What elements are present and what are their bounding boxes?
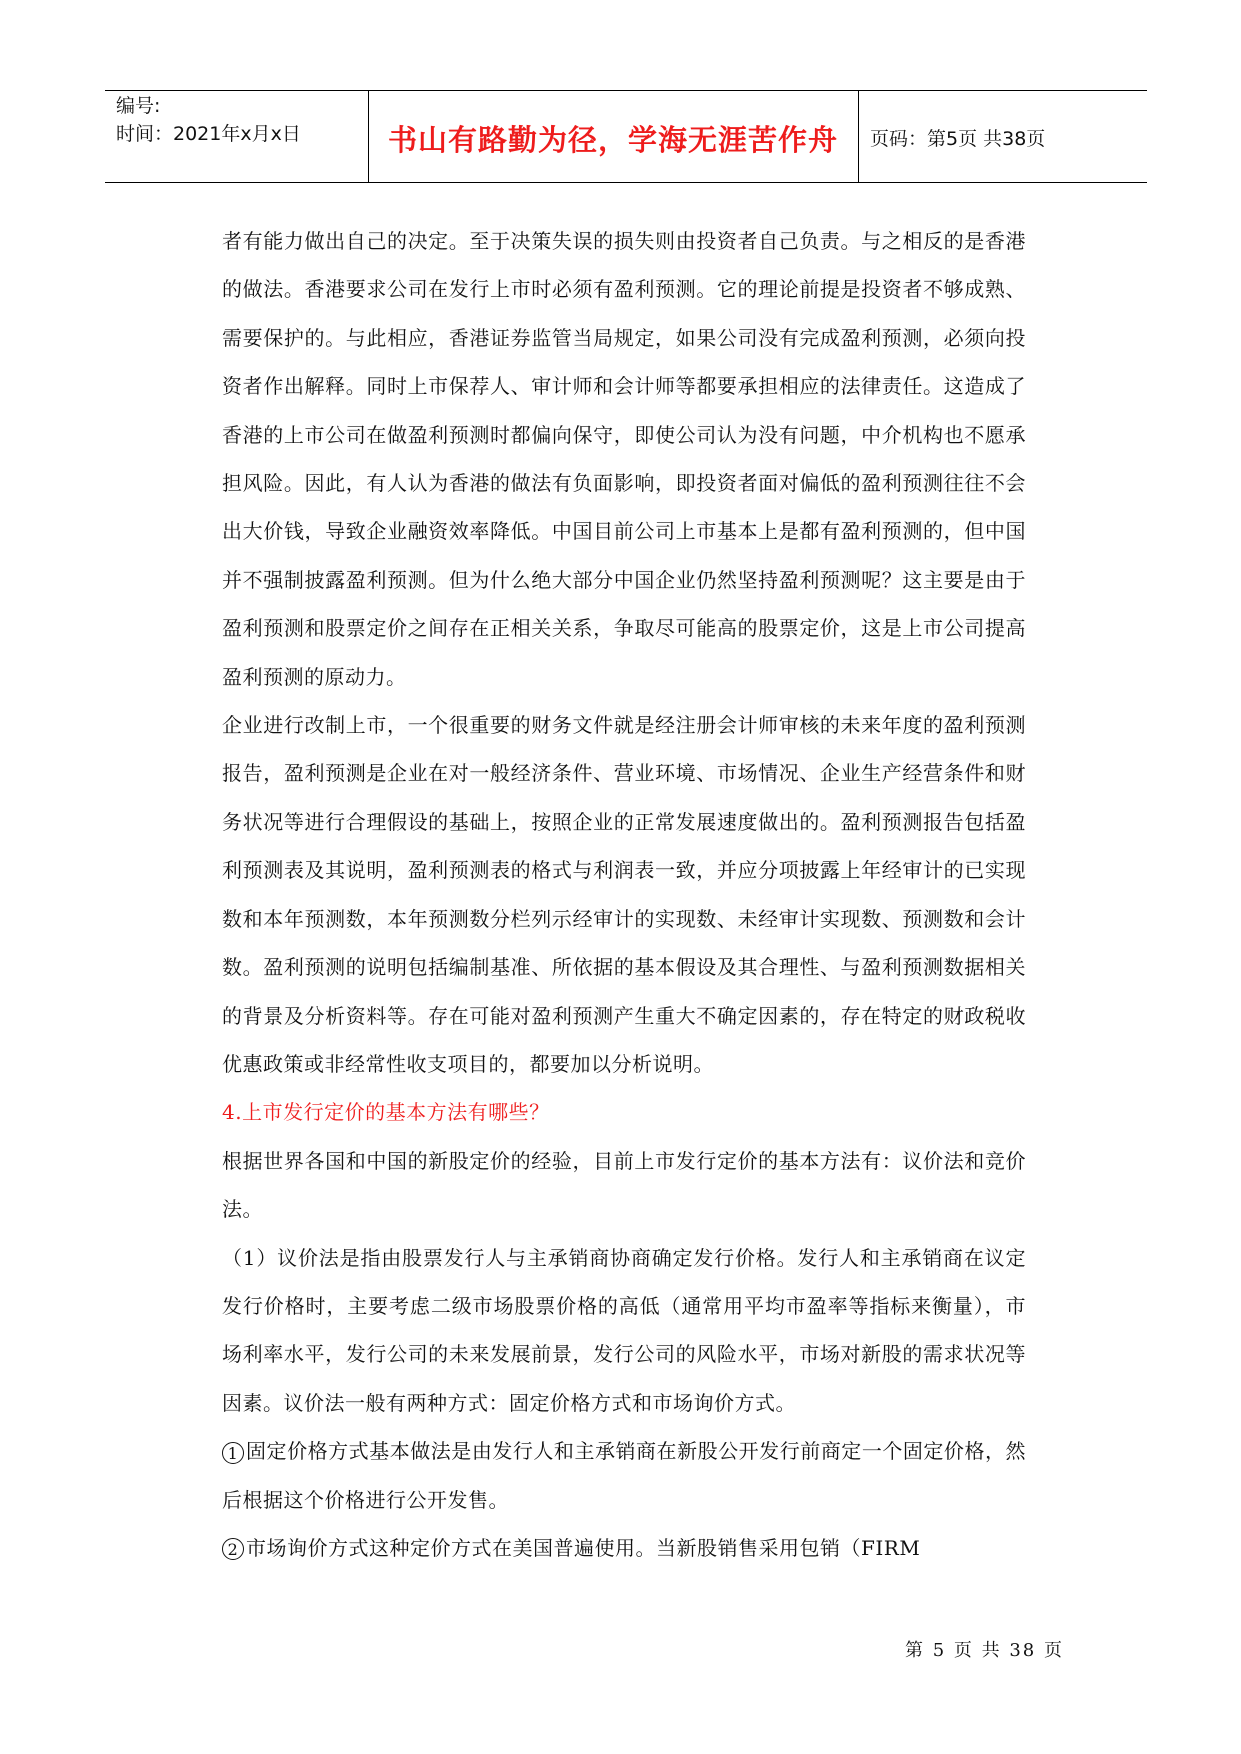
header-divider-right: [858, 90, 859, 183]
header-bottom-rule: [105, 182, 1147, 183]
header-meta: [116, 92, 301, 148]
circled-number-marker: 2: [222, 1538, 244, 1560]
header-top-rule: [105, 90, 1147, 91]
paragraph: 者有能力做出自己的决定。至于决策失误的损失则由投资者自己负责。与之相反的是香港的做法。香港要求公司在发行上市时必须有盈利预测。它的理论前提是投资者不够成熟、需要保护的。与此相应，香港证券监管当局规定，如果公司没有完成盈利预测，必须向投资者作出解释。同时上市保荐人、审计师和会计师等都要承担相应的法律责任。这造成了香港的上市公司在做盈利预测时都偏向保守，即使公司认为没有问题，中介机构也不愿承担风险。因此，有人认为香港的做法有负面影响，即投资者面对偏低的盈利预测往往不会出大价钱，导致企业融资效率降低。中国目前公司上市基本上是都有盈利预测的，但中国并不强制披露盈利预测。但为什么绝大部分中国企业仍然坚持盈利预测呢？这主要是由于盈利预测和股票定价之间存在正相关关系，争取尽可能高的股票定价，这是上市公司提高盈利预测的原动力。: [222, 229, 1026, 689]
circled-paragraph-text: 固定价格方式基本做法是由发行人和主承销商在新股公开发行前商定一个固定价格，然后根据这个价格进行公开发售。: [222, 1439, 1026, 1512]
paragraph: 企业进行改制上市，一个很重要的财务文件就是经注册会计师审核的未来年度的盈利预测报告，盈利预测是企业在对一般经济条件、营业环境、市场情况、企业生产经营条件和财务状况等进行合理假设的基础上，按照企业的正常发展速度做出的。盈利预测报告包括盈利预测表及其说明，盈利预测表的格式与利润表一致，并应分项披露上年经审计的已实现数和本年预测数，本年预测数分栏列示经审计的实现数、未经审计实现数、预测数和会计数。盈利预测的说明包括编制基准、所依据的基本假设及其合理性、与盈利预测数据相关的背景及分析资料等。存在可能对盈利预测产生重大不确定因素的，存在特定的财政税收优惠政策或非经常性收支项目的，都要加以分析说明。: [222, 713, 1026, 1076]
circled-paragraph-text: 市场询价方式这种定价方式在美国普遍使用。当新股销售采用包销（FIRM: [246, 1535, 921, 1560]
section-heading: 4.上市发行定价的基本方法有哪些？: [222, 1100, 550, 1125]
circled-paragraph: [222, 1524, 1026, 1572]
paragraph: 根据世界各国和中国的新股定价的经验，目前上市发行定价的基本方法有：议价法和竞价法。: [222, 1148, 1026, 1222]
page-footer: 第 5 页 共 38 页: [905, 1640, 1064, 1661]
circled-paragraph: [222, 1427, 1026, 1524]
header-motto: 书山有路勤为径，学海无涯苦作舟: [387, 123, 838, 157]
paragraph: （1）议价法是指由股票发行人与主承销商协商确定发行价格。发行人和主承销商在议定发行价格时，主要考虑二级市场股票价格的高低（通常用平均市盈率等指标来衡量），市场利率水平，发行公司的未来发展前景，发行公司的风险水平，市场对新股的需求状况等因素。议价法一般有两种方式：固定价格方式和市场询价方式。: [222, 1245, 1026, 1415]
document-number-label: 编号:: [116, 95, 161, 117]
header-page-info: 页码：第5页 共38页: [870, 128, 1046, 150]
document-time-label: 时间：2021年x月x日: [116, 123, 301, 145]
circled-number-marker: 1: [222, 1442, 244, 1464]
document-body: [222, 217, 1026, 1572]
